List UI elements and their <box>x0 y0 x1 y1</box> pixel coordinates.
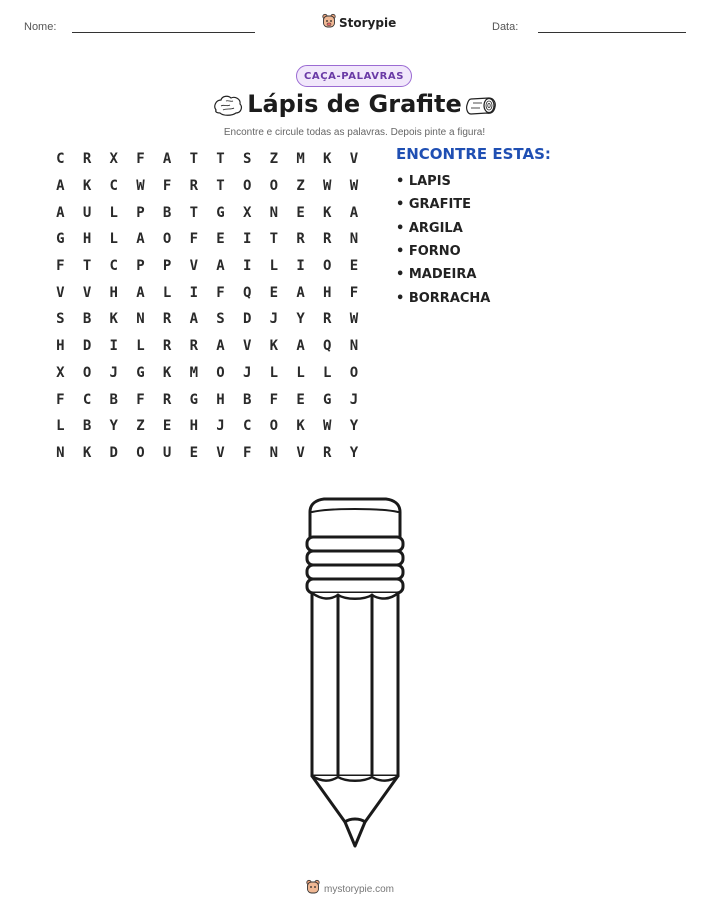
grid-cell: A <box>349 204 359 221</box>
grid-cell: W <box>323 178 332 195</box>
grid-cell: O <box>269 418 279 435</box>
grid-cell: A <box>56 178 65 195</box>
grid-cell: J <box>269 311 279 328</box>
grid-cell: K <box>82 178 92 195</box>
grid-cell: L <box>269 258 279 275</box>
grid-cell: C <box>56 151 65 168</box>
grid-cell: F <box>162 178 172 195</box>
grid-cell: H <box>189 418 198 435</box>
grid-cell: E <box>296 204 305 221</box>
grid-cell: Y <box>109 418 118 435</box>
grid-cell: T <box>269 231 279 248</box>
grid-cell: L <box>323 364 332 381</box>
grid-cell: L <box>56 418 65 435</box>
grid-cell: A <box>296 338 305 355</box>
grid-cell: T <box>216 151 225 168</box>
grid-cell: M <box>189 364 198 381</box>
grid-cell: T <box>189 204 198 221</box>
grid-cell: K <box>82 444 92 461</box>
grid-cell: P <box>136 204 145 221</box>
grid-cell: H <box>109 284 118 301</box>
grid-cell: O <box>162 231 172 248</box>
grid-cell: R <box>323 444 332 461</box>
grid-cell: S <box>216 311 225 328</box>
grid-cell: H <box>323 284 332 301</box>
grid-cell: W <box>323 418 332 435</box>
grid-cell: B <box>82 311 92 328</box>
grid-cell: U <box>162 444 172 461</box>
grid-cell: J <box>109 364 118 381</box>
word-list-item: • FORNO <box>396 244 461 260</box>
grid-cell: K <box>162 364 172 381</box>
grid-cell: W <box>349 311 359 328</box>
grid-cell: R <box>323 231 332 248</box>
grid-cell: I <box>242 231 252 248</box>
grid-cell: P <box>162 258 172 275</box>
grid-cell: O <box>136 444 145 461</box>
grid-cell: I <box>189 284 198 301</box>
grid-cell: A <box>136 284 145 301</box>
grid-cell: X <box>109 151 118 168</box>
grid-cell: Q <box>323 338 332 355</box>
grid-cell: V <box>56 284 65 301</box>
category-badge: CAÇA-PALAVRAS <box>296 65 412 87</box>
grid-cell: Y <box>296 311 305 328</box>
grid-cell: Z <box>296 178 305 195</box>
grid-cell: T <box>216 178 225 195</box>
grid-cell: R <box>323 311 332 328</box>
grid-cell: U <box>82 204 92 221</box>
grid-cell: T <box>189 151 198 168</box>
grid-cell: O <box>82 364 92 381</box>
grid-cell: E <box>349 258 359 275</box>
name-label: Nome: <box>24 21 57 33</box>
grid-cell: J <box>349 391 359 408</box>
word-list-item: • ARGILA <box>396 220 463 236</box>
grid-cell: A <box>162 151 172 168</box>
date-line <box>538 32 686 33</box>
grid-cell: B <box>242 391 252 408</box>
grid-cell: K <box>269 338 279 355</box>
grid-cell: N <box>349 338 359 355</box>
grid-cell: R <box>162 391 172 408</box>
word-list <box>396 170 490 310</box>
grid-cell: A <box>296 284 305 301</box>
grid-cell: E <box>216 231 225 248</box>
grid-cell: F <box>136 391 145 408</box>
grid-cell: F <box>136 151 145 168</box>
grid-cell: C <box>109 258 118 275</box>
grid-cell: N <box>349 231 359 248</box>
grid-cell: J <box>216 418 225 435</box>
grid-cell: O <box>349 364 359 381</box>
grid-cell: L <box>109 231 118 248</box>
grid-cell: R <box>296 231 305 248</box>
grid-cell: N <box>136 311 145 328</box>
grid-cell: D <box>109 444 118 461</box>
grid-cell: V <box>296 444 305 461</box>
grid-cell: W <box>136 178 145 195</box>
grid-cell: Y <box>349 418 359 435</box>
grid-cell: G <box>136 364 145 381</box>
grid-cell: W <box>349 178 359 195</box>
grid-cell: R <box>189 338 198 355</box>
grid-cell: X <box>242 204 252 221</box>
grid-cell: E <box>162 418 172 435</box>
page-title: Lápis de Grafite <box>247 90 462 118</box>
grid-cell: N <box>269 444 279 461</box>
grid-cell: S <box>56 311 65 328</box>
grid-cell: F <box>56 391 65 408</box>
grid-cell: G <box>216 204 225 221</box>
grid-cell: O <box>323 258 332 275</box>
storypie-bear-icon <box>306 879 320 899</box>
grid-cell: V <box>242 338 252 355</box>
word-list-item: • BORRACHA <box>396 290 491 306</box>
grid-cell: K <box>323 204 332 221</box>
pencil-illustration <box>290 492 420 858</box>
footer-url: mystorypie.com <box>324 883 395 895</box>
grid-cell: C <box>82 391 92 408</box>
grid-cell: S <box>242 151 252 168</box>
grid-cell: N <box>56 444 65 461</box>
grid-cell: A <box>189 311 198 328</box>
grid-cell: H <box>56 338 65 355</box>
grid-cell: D <box>242 311 252 328</box>
grid-cell: L <box>296 364 305 381</box>
grid-cell: K <box>109 311 118 328</box>
grid-cell: A <box>216 258 225 275</box>
grid-cell: G <box>56 231 65 248</box>
grid-cell: X <box>56 364 65 381</box>
grid-cell: M <box>296 151 305 168</box>
grid-cell: L <box>136 338 145 355</box>
grid-cell: R <box>82 151 92 168</box>
grid-cell: O <box>216 364 225 381</box>
grid-cell: B <box>162 204 172 221</box>
wood-log-icon <box>465 94 497 122</box>
grid-cell: L <box>162 284 172 301</box>
grid-cell: V <box>189 258 198 275</box>
grid-cell: E <box>296 391 305 408</box>
brand-logo <box>322 13 396 33</box>
grid-cell: F <box>56 258 65 275</box>
grid-cell: F <box>269 391 279 408</box>
grid-cell: J <box>242 364 252 381</box>
grid-cell: F <box>216 284 225 301</box>
grid-cell: F <box>242 444 252 461</box>
grid-cell: C <box>109 178 118 195</box>
grid-cell: V <box>82 284 92 301</box>
word-list-title: ENCONTRE ESTAS: <box>396 145 551 163</box>
grid-cell: E <box>189 444 198 461</box>
grid-cell: K <box>296 418 305 435</box>
grid-cell: I <box>242 258 252 275</box>
grid-cell: B <box>109 391 118 408</box>
storypie-bear-icon <box>322 13 336 33</box>
grid-cell: A <box>56 204 65 221</box>
grid-cell: Y <box>349 444 359 461</box>
brand-name: Storypie <box>339 16 397 30</box>
grid-cell: H <box>82 231 92 248</box>
grid-cell: V <box>349 151 359 168</box>
grid-cell: L <box>269 364 279 381</box>
word-list-item: • LAPIS <box>396 174 451 190</box>
grid-cell: H <box>216 391 225 408</box>
grid-cell: G <box>189 391 198 408</box>
grid-cell: G <box>323 391 332 408</box>
grid-cell: Z <box>269 151 279 168</box>
grid-cell: A <box>136 231 145 248</box>
grid-cell: R <box>162 338 172 355</box>
grid-cell: R <box>189 178 198 195</box>
grid-cell: P <box>136 258 145 275</box>
grid-cell: B <box>82 418 92 435</box>
footer <box>306 879 394 899</box>
word-list-item: • MADEIRA <box>396 267 477 283</box>
grid-cell: O <box>269 178 279 195</box>
grid-cell: I <box>109 338 118 355</box>
letter-grid <box>47 146 367 466</box>
grid-cell: Q <box>242 284 252 301</box>
grid-cell: F <box>349 284 359 301</box>
instructions: Encontre e circule todas as palavras. Depois pinte a figura! <box>223 127 486 138</box>
grid-cell: I <box>296 258 305 275</box>
grid-cell: A <box>216 338 225 355</box>
grid-cell: L <box>109 204 118 221</box>
grid-cell: V <box>216 444 225 461</box>
grid-cell: T <box>82 258 92 275</box>
grid-cell: D <box>82 338 92 355</box>
grid-cell: R <box>162 311 172 328</box>
grid-cell: F <box>189 231 198 248</box>
word-list-item: • GRAFITE <box>396 197 472 213</box>
grid-cell: E <box>269 284 279 301</box>
grid-cell: Z <box>136 418 145 435</box>
grid-cell: N <box>269 204 279 221</box>
date-label: Data: <box>492 21 519 33</box>
grid-cell: O <box>242 178 252 195</box>
name-line <box>72 32 255 33</box>
grid-cell: C <box>242 418 252 435</box>
grid-cell: K <box>323 151 332 168</box>
